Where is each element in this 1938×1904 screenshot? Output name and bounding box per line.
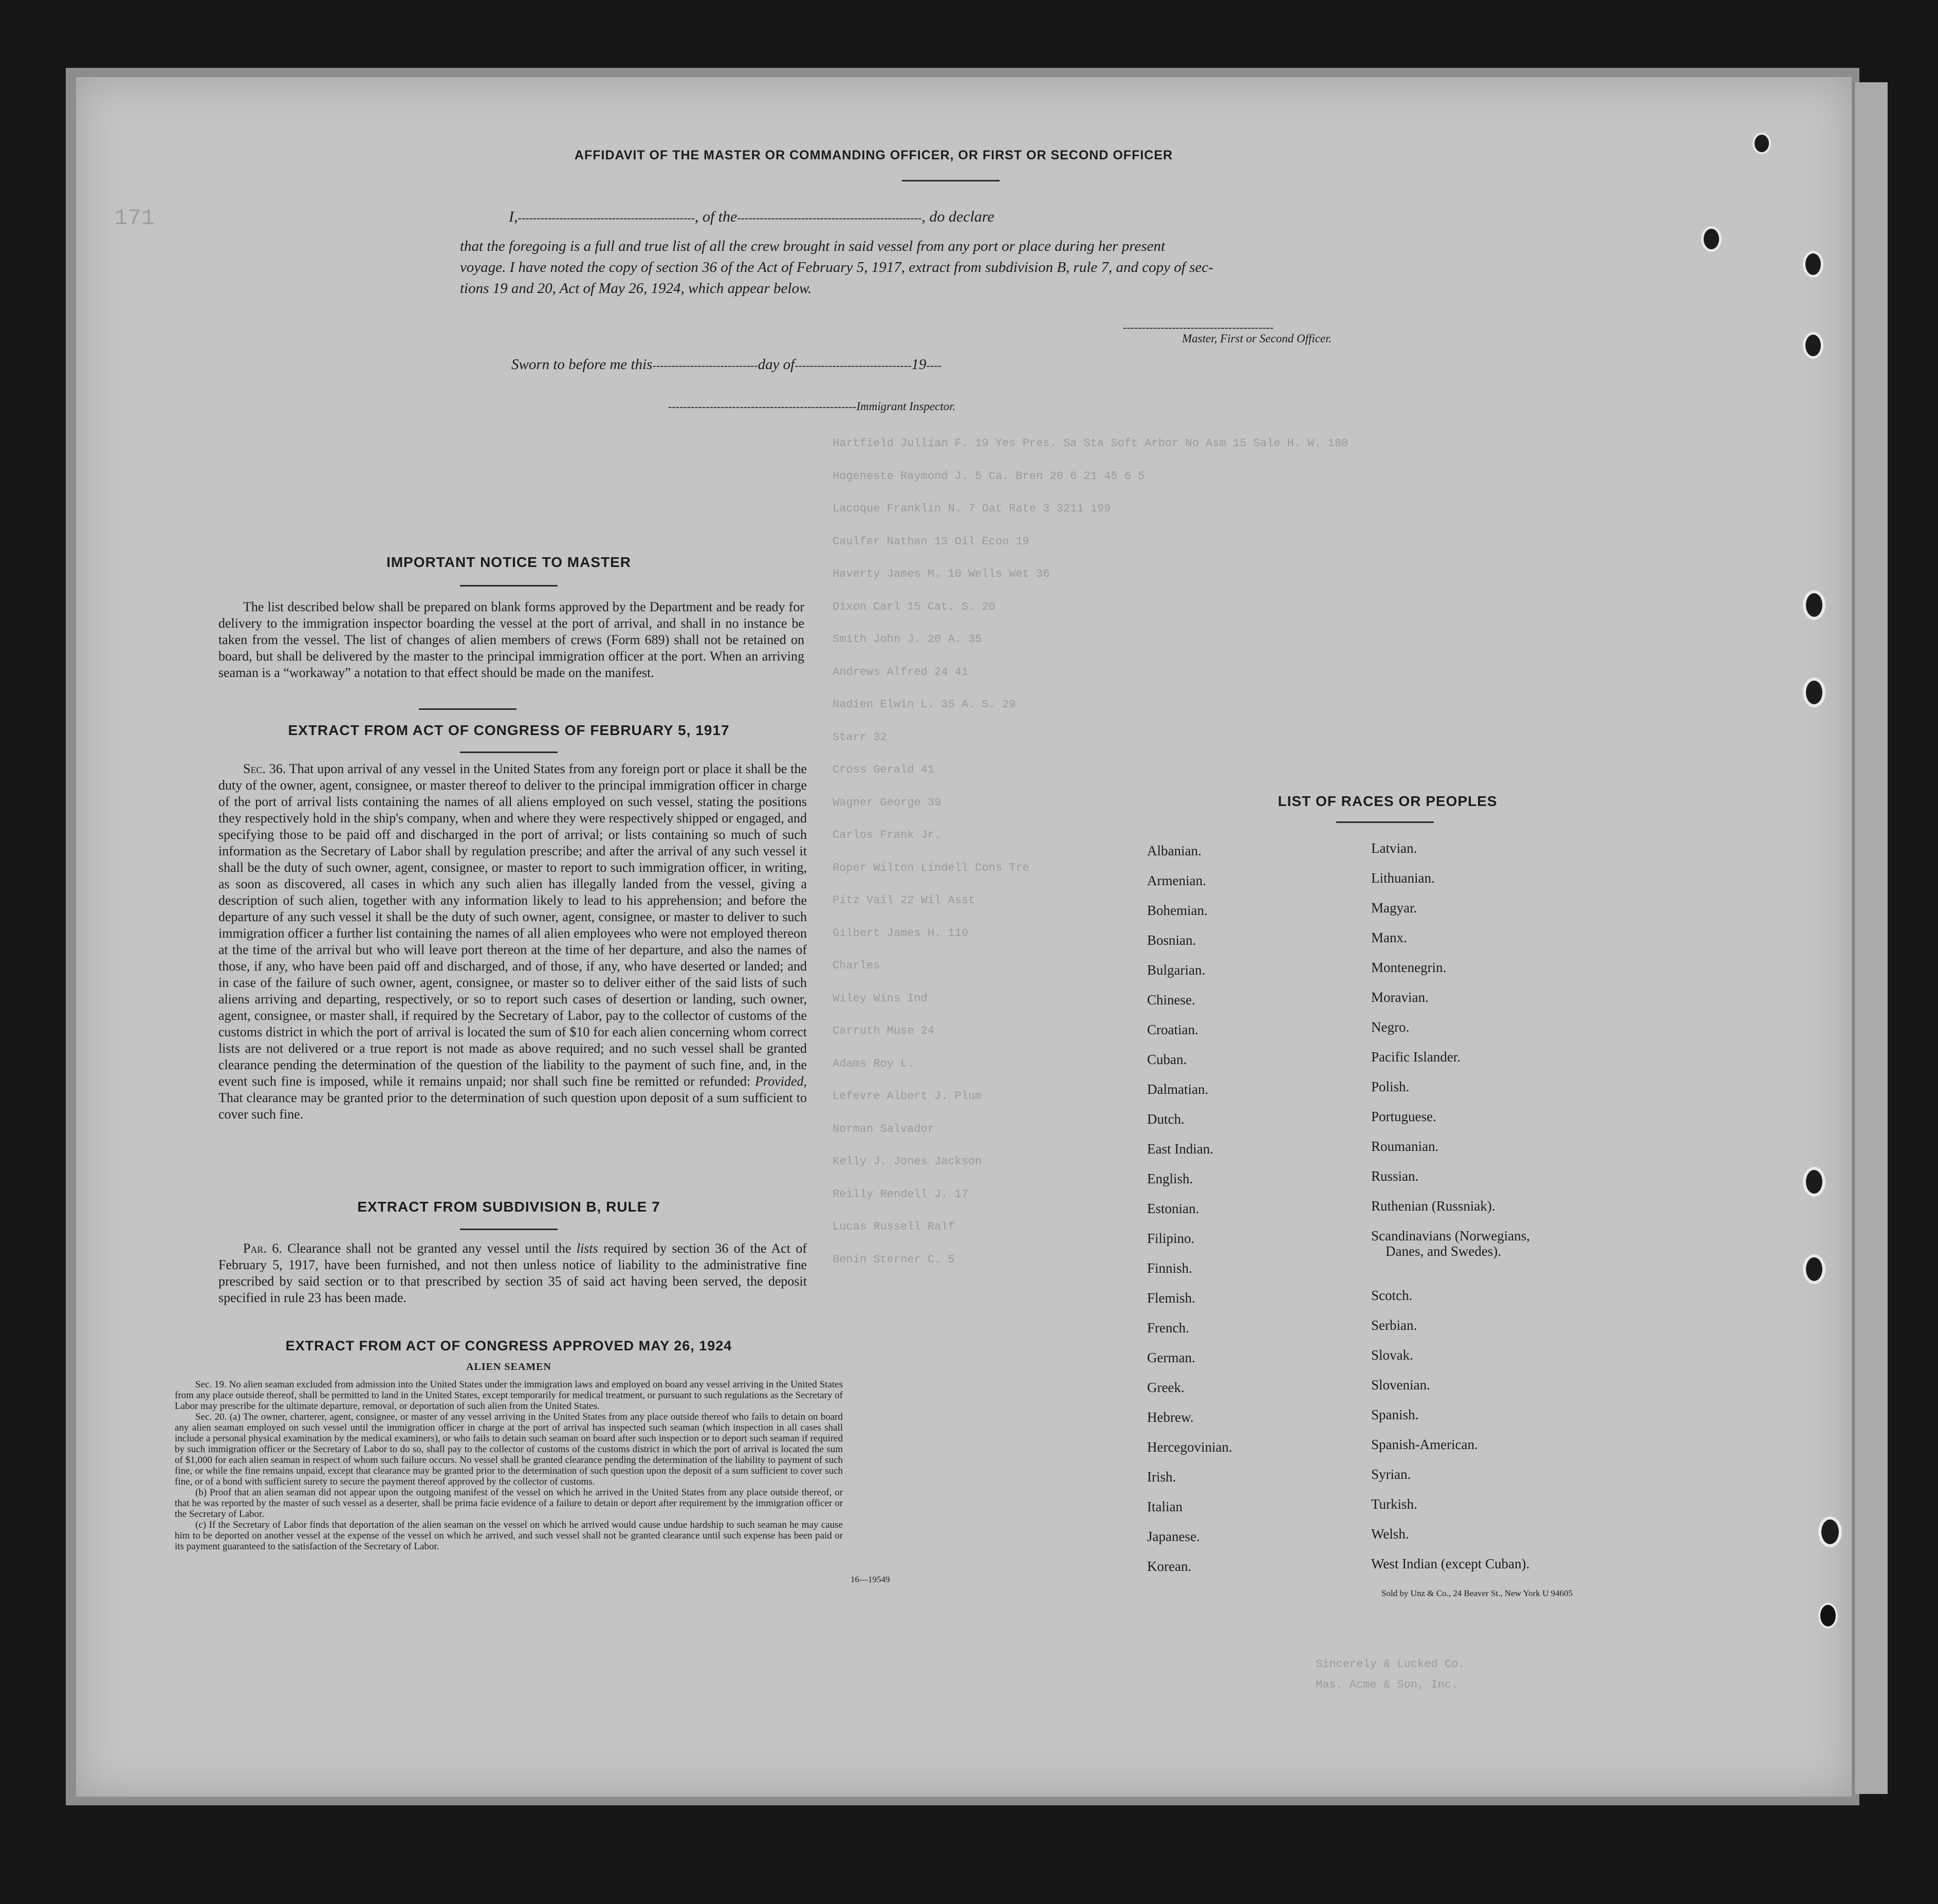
show-through-row: Caulfer Nathan 13 Oil Ecoo 19 bbox=[833, 535, 1029, 548]
rule7-body-b: required by section 36 of the Act of February 5, 1917, have been furnished, and not then unless notice of liability to the administrative fine prescribed by said section or to that prescribed by section 35 of said act having been served, the deposit specified in rule 23 has been made. bbox=[218, 1241, 807, 1305]
affidavit-i: I, bbox=[509, 208, 518, 225]
sworn-month-blank: ------------------------------- bbox=[795, 359, 912, 372]
divider bbox=[419, 708, 516, 710]
race-item: Greek. bbox=[1147, 1380, 1185, 1395]
affidavit-vessel-blank: ------------------------------------------------- bbox=[737, 211, 922, 224]
provided-word: Provided, bbox=[755, 1074, 807, 1089]
show-through-row: Sincerely & Lucked Co. bbox=[1316, 1658, 1465, 1671]
show-through-row: Hartfield Jullian F. 19 Yes Pres. Sa Sta Soft Arbor No Asm 15 Sale H. W. 180 bbox=[833, 437, 1349, 450]
race-item: French. bbox=[1147, 1320, 1189, 1335]
race-item: Russian. bbox=[1371, 1168, 1419, 1184]
race-item: Japanese. bbox=[1147, 1529, 1200, 1544]
inspector-blank: -------------------------------------------------- bbox=[668, 400, 857, 413]
race-item: Spanish-American. bbox=[1371, 1437, 1478, 1452]
race-item: Latvian. bbox=[1371, 840, 1417, 856]
race-item: Filipino. bbox=[1147, 1231, 1195, 1246]
rule7-body-a: Clearance shall not be granted any vessel until the bbox=[287, 1241, 571, 1256]
show-through-row: Smith John J. 20 A. 35 bbox=[833, 633, 982, 646]
show-through-row: Benin Sterner C. 5 bbox=[833, 1253, 955, 1266]
race-item: Dutch. bbox=[1147, 1111, 1185, 1127]
race-item: Italian bbox=[1147, 1499, 1183, 1514]
sworn-year-blank: ---- bbox=[926, 359, 942, 372]
section-19: Sec. 19. No alien seaman excluded from admission into the United States under the immigration laws and employed on board any vessel arriving in the United States from any place outside thereof, shall be permitted to land in the United States, except temporarily for medical treatment, or pursuant to such regulations as the Secretary of Labor may prescribe for the ultimate departure, removal, or deportation of such alien from the United States. bbox=[175, 1379, 843, 1412]
extract-1924-text bbox=[175, 1379, 843, 1552]
sworn-line bbox=[511, 356, 942, 373]
race-item: West Indian (except Cuban). bbox=[1371, 1556, 1530, 1571]
race-item: Montenegrin. bbox=[1371, 960, 1447, 975]
race-item: Bosnian. bbox=[1147, 932, 1196, 948]
race-item: German. bbox=[1147, 1350, 1195, 1365]
show-through-row: Cross Gerald 41 bbox=[833, 763, 935, 776]
punch-hole bbox=[1803, 332, 1823, 359]
show-through-row: Gilbert James H. 110 bbox=[833, 926, 969, 940]
show-through-row: Adams Roy L. bbox=[833, 1057, 914, 1070]
section-20b: (b) Proof that an alien seaman did not appear upon the outgoing manifest of the vessel on which he arrived in the United States from any place outside thereof, or that he was reported by the master of such vessel as a deserter, shall be prima facie evidence of a failure to detain or deport after requirement by the immigration officer or the Secretary of Labor. bbox=[175, 1487, 843, 1519]
race-item: Roumanian. bbox=[1371, 1139, 1439, 1154]
race-item: Bohemian. bbox=[1147, 903, 1208, 918]
punch-hole bbox=[1818, 1516, 1842, 1547]
extract-1917-title: EXTRACT FROM ACT OF CONGRESS OF FEBRUARY 5, 1917 bbox=[288, 722, 730, 738]
show-through-row: Kelly J. Jones Jackson bbox=[833, 1155, 982, 1168]
race-item: Slovenian. bbox=[1371, 1377, 1430, 1393]
race-item: Finnish. bbox=[1147, 1260, 1192, 1276]
section-36-body: That upon arrival of any vessel in the United States from any foreign port or place it shall be the duty of the owner, agent, consignee, or master thereof to deliver to the principal immigration officer in charge of the port of arrival lists containing the names of all aliens employed on such vessel, stating the positions they respectively hold in the ship's company, when and where they were respectively shipped or engaged, and specifying those to be paid off and discharged in the port of arrival; or lists containing so much of such information as the Secretary of Labor shall by regulation prescribe; and after the arrival of any such vessel it shall be the duty of such owner, agent, consignee, or master to report to such immigration officer, in writing, as soon as discovered, all cases in which any such alien has illegally landed from the vessel, giving a description of such alien, together with any information likely to lead to his apprehension; and before the departure of any such vessel it shall be the duty of such owner, agent, consignee, or master to deliver to such immigration officer a further list containing the names of all alien employees who were not employed thereon at the time of the arrival but who will leave port thereon at the time of her departure, and also the names of those, if any, who have been paid off and discharged, and of those, if any, who have deserted or landed; and in case of the failure of such owner, agent, consignee, or master so to deliver either of the said lists of such aliens arriving and departing, respectively, or so to report such cases of desertion or landing, such owner, agent, consignee, or master shall, if required by the Secretary of Labor, pay to the collector of customs of the customs district in which the port of arrival is located the sum of $10 for each alien concerning whom correct lists are not delivered or a true report is not made as above required; and no such vessel shall be granted clearance pending the determination of the question of the liability to the payment of such fine, and, in the event such fine is imposed, while it remains unpaid; nor shall such fine be remitted or refunded: bbox=[218, 761, 807, 1089]
show-through-row: Haverty James M. 10 Wells Wet 36 bbox=[833, 567, 1050, 580]
notice-title: IMPORTANT NOTICE TO MASTER bbox=[386, 554, 632, 570]
affidavit-of-the: , of the bbox=[694, 208, 737, 225]
show-through-row: Nadien Elwin L. 35 A. S. 29 bbox=[833, 698, 1016, 711]
page-edge bbox=[1853, 82, 1888, 1794]
show-through-row: Starr 32 bbox=[833, 730, 887, 744]
sworn-day-blank: ---------------------------- bbox=[652, 359, 758, 372]
race-item: Manx. bbox=[1371, 930, 1407, 945]
race-item: Croatian. bbox=[1147, 1022, 1198, 1037]
signature-label: Master, First or Second Officer. bbox=[1182, 332, 1332, 345]
race-item: Scandinavians (Norwegians, bbox=[1371, 1228, 1530, 1243]
affidavit-name-blank: ----------------------------------------------- bbox=[518, 211, 695, 224]
race-item: Polish. bbox=[1371, 1079, 1410, 1094]
punch-hole bbox=[1701, 226, 1722, 252]
margin-mark: 171 bbox=[114, 206, 155, 231]
paragraph-6-label: Par. 6. bbox=[243, 1241, 282, 1256]
divider bbox=[460, 585, 558, 587]
show-through-row: Wiley Wins Ind bbox=[833, 992, 928, 1005]
race-item: Pacific Islander. bbox=[1371, 1049, 1461, 1065]
punch-hole bbox=[1803, 1254, 1825, 1284]
show-through-row: Carlos Frank Jr. bbox=[833, 829, 942, 841]
sworn-before: Sworn to before me this bbox=[511, 356, 653, 373]
affidavit-line-4: tions 19 and 20, Act of May 26, 1924, which appear below. bbox=[460, 280, 812, 297]
show-through-row: Charles bbox=[833, 959, 880, 972]
race-item: Danes, and Swedes). bbox=[1386, 1243, 1501, 1259]
race-item: Ruthenian (Russniak). bbox=[1371, 1198, 1496, 1214]
affidavit-title: AFFIDAVIT OF THE MASTER OR COMMANDING OFFICER, OR FIRST OR SECOND OFFICER bbox=[574, 148, 1173, 162]
sworn-day-of: day of bbox=[758, 356, 795, 373]
show-through-row: Andrews Alfred 24 41 bbox=[833, 665, 969, 679]
printer-credit: Sold by Unz & Co., 24 Beaver St., New York U 94605 bbox=[1381, 1588, 1573, 1598]
show-through-row: Lucas Russell Ralf bbox=[833, 1220, 955, 1233]
race-item: Irish. bbox=[1147, 1469, 1176, 1485]
race-item: Flemish. bbox=[1147, 1290, 1195, 1306]
races-title: LIST OF RACES OR PEOPLES bbox=[1278, 793, 1498, 809]
race-item: Chinese. bbox=[1147, 992, 1195, 1008]
section-36-label: Sec. 36. bbox=[243, 761, 286, 776]
race-item: Hebrew. bbox=[1147, 1409, 1194, 1425]
punch-hole bbox=[1752, 133, 1771, 154]
show-through-row: Lacoque Franklin N. 7 Oat Rate 3 3211 199 bbox=[833, 502, 1111, 515]
punch-hole bbox=[1803, 678, 1825, 707]
show-through-row: Lefevre Albert J. Plum bbox=[833, 1090, 982, 1103]
race-item: Hercegovinian. bbox=[1147, 1439, 1232, 1455]
inspector-line bbox=[668, 400, 955, 413]
punch-hole bbox=[1818, 1603, 1838, 1628]
rule7-text bbox=[218, 1240, 807, 1306]
signature-blank: ---------------------------------------- bbox=[1123, 321, 1274, 334]
race-item: Albanian. bbox=[1147, 843, 1202, 858]
rule7-title: EXTRACT FROM SUBDIVISION B, RULE 7 bbox=[357, 1199, 660, 1215]
form-number: 16—19549 bbox=[851, 1575, 890, 1584]
race-item: Armenian. bbox=[1147, 873, 1206, 888]
race-item: English. bbox=[1147, 1171, 1193, 1186]
affidavit-line-1 bbox=[509, 208, 994, 226]
race-item: Dalmatian. bbox=[1147, 1082, 1209, 1097]
divider bbox=[1336, 821, 1434, 823]
punch-hole bbox=[1803, 590, 1825, 620]
show-through-row: Hogeneste Raymond J. 5 Ca. Bren 20 6 21 45 6 5 bbox=[833, 469, 1145, 483]
race-item: Scotch. bbox=[1371, 1288, 1413, 1303]
notice-text: The list described below shall be prepared on blank forms approved by the Department and be ready for delivery to the immigration inspector boarding the vessel at the port of arrival, and shall in no instance be taken from the vessel. The list of changes of alien members of crews (Form 689) shall not be retained on board, but shall be delivered by the master to the principal immigration officer at the port. When an arriving seaman is a “workaway” a notation to that effect should be made on the manifest. bbox=[218, 599, 804, 680]
race-item: Moravian. bbox=[1371, 990, 1429, 1005]
show-through-row: Norman Salvador bbox=[833, 1122, 935, 1136]
show-through-row: Pitz Vail 22 Wil Asst bbox=[833, 894, 975, 907]
show-through-row: Reilly Rendell J. 17 bbox=[833, 1187, 969, 1201]
race-item: Syrian. bbox=[1371, 1467, 1411, 1482]
race-item: Spanish. bbox=[1371, 1407, 1419, 1422]
affidavit-line-2: that the foregoing is a full and true list of all the crew brought in said vessel from any port or place during her present bbox=[460, 238, 1166, 254]
race-item: Estonian. bbox=[1147, 1201, 1199, 1216]
divider bbox=[902, 180, 1000, 181]
section-36-end: That clearance may be granted prior to the determination of such question upon deposit of a sum sufficient to cover such fine. bbox=[218, 1090, 807, 1122]
divider bbox=[460, 1229, 558, 1230]
sworn-year: 19 bbox=[911, 356, 927, 373]
race-item: Turkish. bbox=[1371, 1496, 1417, 1512]
punch-hole bbox=[1803, 1167, 1825, 1197]
race-item: Korean. bbox=[1147, 1559, 1192, 1574]
race-item: Bulgarian. bbox=[1147, 962, 1206, 978]
race-item: Serbian. bbox=[1371, 1317, 1417, 1333]
race-item: Lithuanian. bbox=[1371, 870, 1435, 886]
race-item: Negro. bbox=[1371, 1019, 1410, 1035]
alien-seamen-subtitle: ALIEN SEAMEN bbox=[466, 1361, 551, 1372]
section-20c: (c) If the Secretary of Labor finds that deportation of the alien seaman on the vessel on which he arrived would cause undue hardship to such seaman he may cause him to be deported on another vessel at the expense of the vessel on which he arrived, and such vessel shall not be granted clearance until such expense has been paid or its payment guaranteed to the satisfaction of the Secretary of Labor. bbox=[175, 1519, 843, 1552]
race-item: Slovak. bbox=[1371, 1347, 1413, 1363]
punch-hole bbox=[1803, 251, 1823, 278]
race-item: Portuguese. bbox=[1371, 1109, 1436, 1124]
affidavit-line-3: voyage. I have noted the copy of section 36 of the Act of February 5, 1917, extract from subdivision B, rule 7, and copy of sec- bbox=[460, 259, 1213, 276]
race-item: Welsh. bbox=[1371, 1526, 1409, 1542]
race-item: Cuban. bbox=[1147, 1052, 1187, 1067]
affidavit-do-declare: , do declare bbox=[921, 208, 994, 225]
race-item: East Indian. bbox=[1147, 1141, 1213, 1157]
race-item: Magyar. bbox=[1371, 900, 1417, 916]
show-through-row: Roper Wilton Lindell Cons Tre bbox=[833, 861, 1029, 874]
show-through-row: Mas. Acme & Son, Inc. bbox=[1316, 1678, 1459, 1691]
show-through-row: Wagner George 39 bbox=[833, 796, 942, 809]
lists-word: lists bbox=[576, 1241, 598, 1256]
show-through-row: Dixon Carl 15 Cat. S. 20 bbox=[833, 600, 995, 613]
divider bbox=[460, 752, 558, 753]
show-through-row: Carruth Muse 24 bbox=[833, 1024, 935, 1037]
extract-1924-title: EXTRACT FROM ACT OF CONGRESS APPROVED MAY 26, 1924 bbox=[285, 1338, 732, 1353]
inspector-label: Immigrant Inspector. bbox=[856, 400, 956, 413]
extract-1917-text bbox=[218, 761, 807, 1123]
section-20a: Sec. 20. (a) The owner, charterer, agent, consignee, or master of any vessel arriving in the United States from any place outside thereof who fails to detain on board any alien seaman employed on such vessel until the immigration officer in charge at the port of arrival has inspected such seaman (which inspection in all cases shall include a personal physical examination by the medical examiners), or who fails to detain such seaman on board after such inspection or to deport such seaman if required by such immigration officer or the Secretary of Labor to do so, shall pay to the collector of customs of the customs district in which the port of arrival is located the sum of $1,000 for each alien seaman in respect of whom such failure occurs. No vessel shall be granted clearance pending the determination of the liability to payment of such fine, or while the fine remains unpaid, except that clearance may be granted prior to the determination of such question upon the deposit of a sum sufficient to cover such fine, or of a bond with sufficient surety to secure the payment thereof approved by the collector of customs. bbox=[175, 1412, 843, 1487]
